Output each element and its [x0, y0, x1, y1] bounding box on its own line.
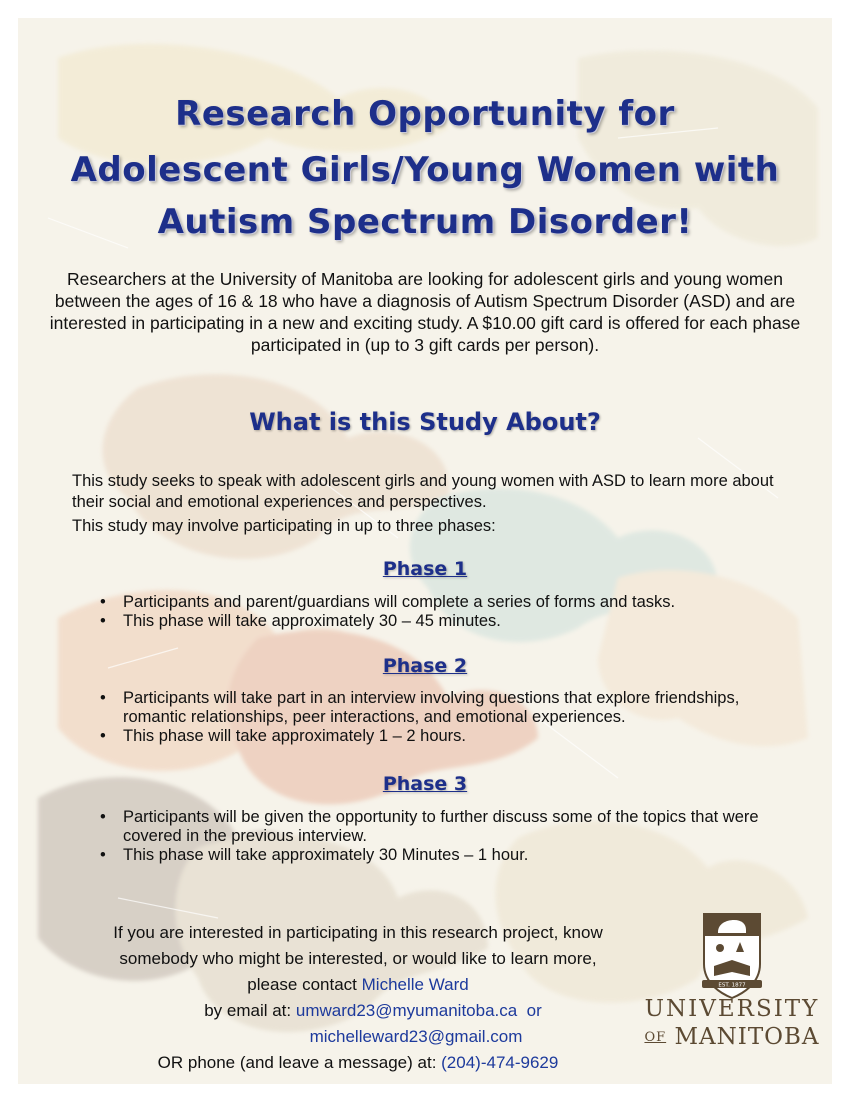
- phone-prefix: OR phone (and leave a message) at:: [157, 1053, 442, 1072]
- university-name-manitoba: MANITOBA: [674, 1024, 820, 1050]
- contact-prefix: please contact: [247, 975, 362, 994]
- email-link-1[interactable]: umward23@myumanitoba.ca: [295, 1001, 518, 1020]
- contact-line-3: [40, 972, 676, 998]
- email-prefix: by email at:: [204, 1001, 296, 1020]
- contact-line-2: somebody who might be interested, or would like to learn more,: [119, 949, 597, 968]
- about-paragraph-2: This study may involve participating in up to three phases:: [72, 517, 496, 535]
- phase-1-heading: Phase 1: [382, 558, 468, 580]
- list-item: • Participants and parent/guardians will complete a series of forms and tasks.: [100, 593, 790, 612]
- university-of: OF: [644, 1030, 667, 1045]
- phone-link[interactable]: (204)-474-9629: [441, 1053, 559, 1072]
- about-heading: What is this Study About?: [249, 408, 601, 436]
- or-separator: or: [526, 1001, 542, 1020]
- intro-paragraph: Researchers at the University of Manitoba are looking for adolescent girls and young women between the ages of 16 & 18 who have a diagnosis of Autism Spectrum Disorder (ASD) and are interested in participating in a new and exciting study. A $10.00 gift card is offered for each phase participated in (up to 3 gift cards per person).: [49, 269, 801, 355]
- about-paragraph-1: This study seeks to speak with adolescent girls and young women with ASD to learn more about their social and emotional experiences and perspectives.: [72, 472, 774, 511]
- email-line: [40, 998, 676, 1024]
- contact-block: [40, 920, 676, 1076]
- phase-3-heading: Phase 3: [382, 773, 468, 795]
- list-item: • This phase will take approximately 30 Minutes – 1 hour.: [100, 846, 790, 865]
- phase-1-list: [100, 593, 790, 631]
- title-line-3: Autism Spectrum Disorder!: [157, 202, 693, 242]
- list-item: • This phase will take approximately 30 – 45 minutes.: [100, 612, 790, 631]
- list-item: • Participants will take part in an interview involving questions that explore friendships, romantic relationships, peer interactions, and emotional experiences.: [100, 689, 790, 727]
- phase-2-list: [100, 689, 790, 746]
- email-link-2[interactable]: michelleward23@gmail.com: [309, 1027, 523, 1046]
- phase-3-list: [100, 808, 790, 865]
- list-item: • Participants will be given the opportunity to further discuss some of the topics that were covered in the previous interview.: [100, 808, 790, 846]
- crest-est-text: EST. 1877: [718, 982, 746, 989]
- title-line-1: Research Opportunity for: [175, 94, 675, 134]
- email-line-2: [40, 1024, 676, 1050]
- university-name-line-1: UNIVERSITY: [644, 996, 820, 1022]
- contact-line-1: If you are interested in participating in this research project, know: [113, 923, 603, 942]
- title-line-2: Adolescent Girls/Young Women with: [70, 150, 780, 190]
- contact-name: Michelle Ward: [361, 975, 469, 994]
- university-name-line-2: [642, 1024, 822, 1050]
- list-item: • This phase will take approximately 1 – 2 hours.: [100, 727, 790, 746]
- phone-line: [40, 1050, 676, 1076]
- phase-2-heading: Phase 2: [382, 655, 468, 677]
